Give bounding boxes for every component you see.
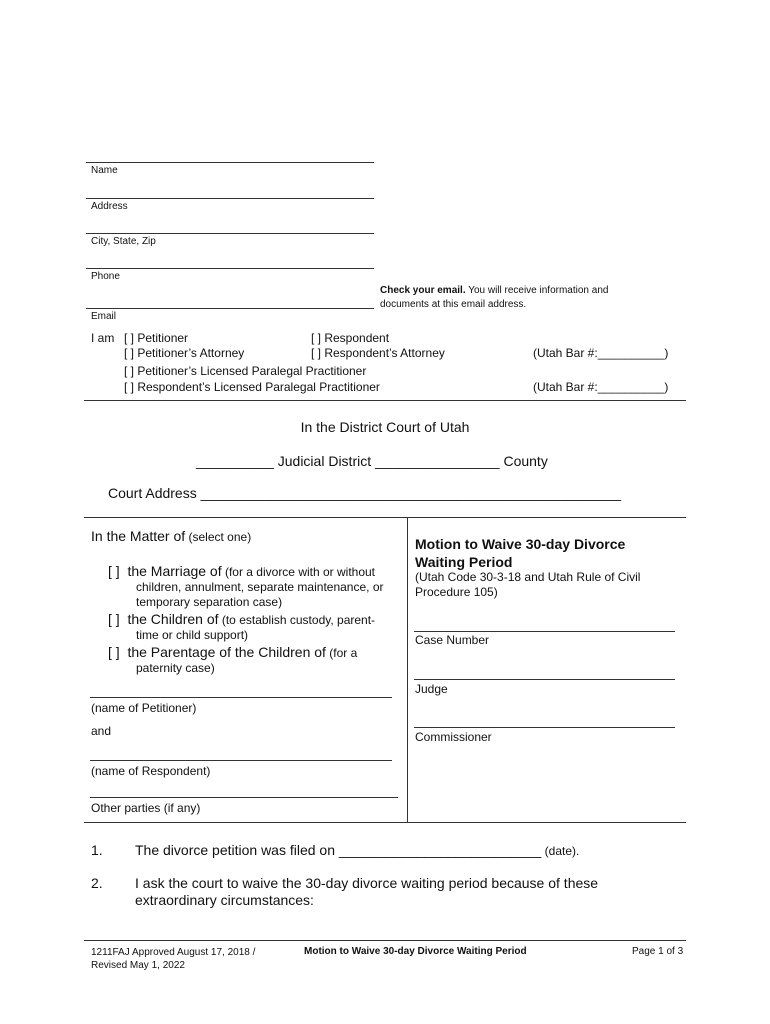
petitioner-attorney-checkbox[interactable]: [ ] Petitioner’s Attorney xyxy=(124,346,245,360)
case-number-line[interactable] xyxy=(414,631,675,632)
phone-label: Phone xyxy=(91,271,120,282)
footer-page-number: Page 1 of 3 xyxy=(632,946,684,957)
phone-line[interactable] xyxy=(86,268,374,269)
item-1-number: 1. xyxy=(91,842,103,858)
respondent-lpp-checkbox[interactable]: [ ] Respondent’s Licensed Paralegal Practitioner xyxy=(124,380,380,394)
petitioner-name-line[interactable] xyxy=(90,697,392,698)
respondent-checkbox[interactable]: [ ] Respondent xyxy=(311,331,390,345)
respondent-name-line[interactable] xyxy=(90,760,392,761)
email-line[interactable] xyxy=(86,308,374,309)
item-1-text[interactable]: The divorce petition was filed on __________________________ (date). xyxy=(135,842,580,858)
court-title: In the District Court of Utah xyxy=(300,419,470,435)
motion-title: Motion to Waive 30-day Divorce Waiting Period xyxy=(415,536,626,570)
marriage-checkbox[interactable]: [ ] xyxy=(108,563,120,579)
petitioner-name-label: (name of Petitioner) xyxy=(91,701,197,715)
commissioner-line[interactable] xyxy=(414,727,675,728)
city-label: City, State, Zip xyxy=(91,236,156,247)
marriage-note-line3: temporary separation case) xyxy=(136,595,283,609)
address-line[interactable] xyxy=(86,198,374,199)
respondent-name-label: (name of Respondent) xyxy=(91,764,211,778)
parentage-checkbox[interactable]: [ ] xyxy=(108,644,120,660)
commissioner-label: Commissioner xyxy=(415,730,492,744)
petitioner-checkbox[interactable]: [ ] Petitioner xyxy=(124,331,189,345)
email-note-text: You will receive information and xyxy=(465,285,609,296)
parentage-option[interactable]: [ ] the Parentage of the Children of (for a xyxy=(108,644,358,660)
email-note-line2: documents at this email address. xyxy=(380,299,527,310)
email-note xyxy=(380,284,608,312)
email-label: Email xyxy=(91,311,117,322)
children-checkbox[interactable]: [ ] xyxy=(108,611,120,627)
name-label: Name xyxy=(91,165,118,176)
case-number-label: Case Number xyxy=(415,633,490,647)
other-parties-label: Other parties (if any) xyxy=(91,801,201,815)
caption-top-border xyxy=(84,517,686,518)
other-parties-line[interactable] xyxy=(90,797,398,798)
motion-code: (Utah Code 30-3-18 and Utah Rule of Civil Procedure 105) xyxy=(415,570,641,599)
court-address-line[interactable]: Court Address ______________________________________________________ xyxy=(108,485,622,501)
item-2-number: 2. xyxy=(91,875,103,891)
utah-bar-field-2[interactable]: (Utah Bar #:__________) xyxy=(533,380,669,394)
footer-left: 1211FAJ Approved August 17, 2018 / Revised May 1, 2022 xyxy=(91,947,256,971)
judge-line[interactable] xyxy=(414,679,675,680)
email-note-bold: Check your email. xyxy=(380,285,466,296)
children-option[interactable]: [ ] the Children of (to establish custody, parent- xyxy=(108,611,376,627)
petitioner-lpp-checkbox[interactable]: [ ] Petitioner’s Licensed Paralegal Practitioner xyxy=(124,364,367,378)
judge-label: Judge xyxy=(415,682,448,696)
parentage-note-line2: paternity case) xyxy=(136,661,215,675)
city-line[interactable] xyxy=(86,233,374,234)
marriage-note-line2: children, annulment, separate maintenance, or xyxy=(136,580,384,594)
footer-divider xyxy=(84,940,686,941)
caption-divider xyxy=(407,517,408,822)
caption-bottom-border xyxy=(84,822,686,823)
children-note-line2: time or child support) xyxy=(136,628,249,642)
and-label: and xyxy=(91,724,112,738)
address-label: Address xyxy=(91,201,128,212)
in-the-matter-heading: In the Matter of (select one) xyxy=(91,528,252,544)
iam-divider xyxy=(84,400,686,401)
respondent-attorney-checkbox[interactable]: [ ] Respondent’s Attorney xyxy=(311,346,445,360)
name-line[interactable] xyxy=(86,162,374,163)
judicial-district-line[interactable]: __________ Judicial District ________________ County xyxy=(196,453,548,469)
marriage-option[interactable]: [ ] the Marriage of (for a divorce with or without xyxy=(108,563,376,579)
iam-label: I am xyxy=(91,331,115,345)
footer-center: Motion to Waive 30-day Divorce Waiting Period xyxy=(304,946,527,957)
utah-bar-field-1[interactable]: (Utah Bar #:__________) xyxy=(533,346,669,360)
item-2-text: I ask the court to waive the 30-day divorce waiting period because of these extraordinary circumstances: xyxy=(135,875,599,908)
